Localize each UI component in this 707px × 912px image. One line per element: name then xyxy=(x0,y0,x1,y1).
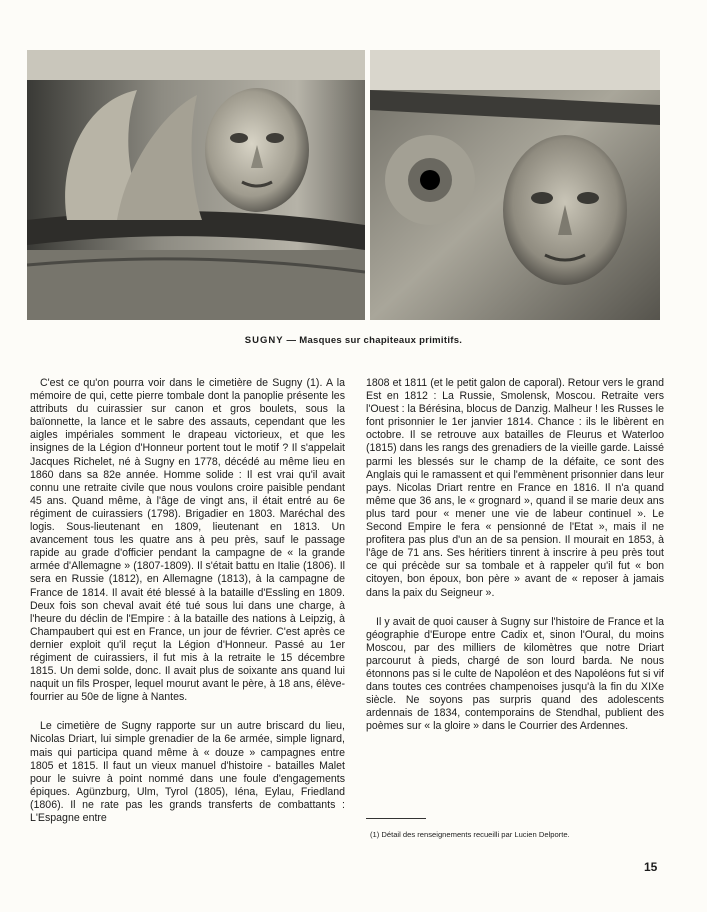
page-number: 15 xyxy=(644,860,658,874)
text-column-right xyxy=(366,377,664,749)
paragraph: Il y avait de quoi causer à Sugny sur l'histoire de France et la géographie d'Europe entre Cadix et, sinon l'Oural, du moins Moscou, par des milliers de kilomètres que notre Driart parcourut à pieds, chargé de son lourd barda. Ne nous étonnons pas si le culte de Napoléon et des Napoléons fut si vif dans toutes ces contrées champenoises jusqu'à la fin du XIXe siècle. Ne soyons pas surpris quand des adolescents ardennais de 1834, contemporains de Stendhal, publient des poèmes sur « la gloire » dans le Courrier des Ardennes. xyxy=(366,615,664,733)
paragraph: Le cimetière de Sugny rapporte sur un autre briscard du lieu, Nicolas Driart, lui simple grenadier de la 6e armée, simple lignard, mais qui participa quand même à « douze » campagnes entre 1805 et 1815. Il faut un vieux manuel d'histoire - batailles Malet pour le suivre à point nommé dans une foule d'engagements épiques. Agünzburg, Ulm, Tyrol (1805), Iéna, Eylau, Friedland (1806). Il ne rate pas les grands transferts de combattants : L'Espagne entre xyxy=(30,720,345,824)
capital-mask-photo-right xyxy=(370,50,660,320)
footnote: (1) Détail des renseignements recueilli par Lucien Delporte. xyxy=(370,830,570,839)
photo-caption xyxy=(0,335,707,346)
footnote-divider xyxy=(366,818,426,819)
photo-capital-right xyxy=(370,50,660,320)
photo-capital-left xyxy=(27,50,365,320)
text-column-left xyxy=(30,377,345,841)
paragraph: 1808 et 1811 (et le petit galon de caporal). Retour vers le grand Est en 1812 : La Russie, Smolensk, Moscou. Retraite vers l'Ouest : la Bérésina, blocus de Danzig. Malheur ! les Russes le font prisonnier le 1er janvier 1814. Chance : ils le libèrent en octobre. Il se retrouve aux batailles de Fleurus et Waterloo (1815) dans les rangs des grenadiers de la vieille garde. Laissé parmi les blessés sur le champ de la défaite, ce sont des Anglais qui le ramassent et qui l'emmènent prisonnier dans leur pays. Nicolas Driart rentre en France en 1816. Il n'a quand même que 36 ans, le « grognard », quand il se marie deux ans plus tard pour « mener une vie de labeur continuel ». Le Second Empire le fera « pensionné de l'Etat », mais il ne profitera pas plus d'un an de sa pension. Il mourait en 1853, à l'âge de 71 ans. Ses héritiers tinrent à inscrire à peu près tout ce qui précède sur sa tombale et à rappeler qu'il fut « bon citoyen, bon époux, bon père » avant de « reposer à jamais dans la paix du Seigneur ». xyxy=(366,377,664,599)
paragraph: C'est ce qu'on pourra voir dans le cimetière de Sugny (1). A la mémoire de qui, cette pierre tombale dont la panoplie présente les attributs du cuirassier sur canon et gros boulets, sous la baïonnette, la lance et le sabre des assauts, cependant que les aigles impériales somment le drapeau victorieux, et que les insignes de la Légion d'Honneur portent tout le motif ? Il s'appelait Jacques Richelet, né à Sugny en 1778, décédé au même lieu en 1860 dans sa 82e année. Homme solide : Il est vrai qu'il avait connu une retraite civile que nous voulons croire paisible pendant 45 ans. Quand même, à l'âge de vingt ans, il était entré au 6e régiment de cuirassiers (1798). Brigadier en 1803. Maréchal des logis. Sous-lieutenant en 1809, lieutenant en 1813. Un avancement tous les quatre ans à peu près, sauf le passage rapide au grade d'officier pendant la campagne de « la grande armée d'Allemagne » (1807-1809). Il s'était battu en Italie (1806). Il sera en Russie (1812), en Allemagne (1813), à la campagne de France de 1814. Il avait été blessé à la bataille d'Essling en 1809. Deux fois son cheval avait été tué sous lui dans une charge, à l'heure du déclin de l'Empire : à la bataille des nations à Leipzig, à Champaubert qui est en France, un jour de février. C'est après ce dernier exploit qu'il reçut la Légion d'Honneur. Passé au 1er régiment de cuirassiers, il fut mis à la retraite le 15 décembre 1815. Un demi solde, donc. Il avait plus de soixante ans quand lui naquit un fils Prosper, lequel mourut avant le père, à 18 ans, élève-fourrier au 50e de ligne à Nantes. xyxy=(30,377,345,704)
caption-place: SUGNY xyxy=(244,335,284,346)
caption-text: — Masques sur chapiteaux primitifs. xyxy=(286,335,463,346)
capital-mask-photo-left xyxy=(27,50,365,320)
